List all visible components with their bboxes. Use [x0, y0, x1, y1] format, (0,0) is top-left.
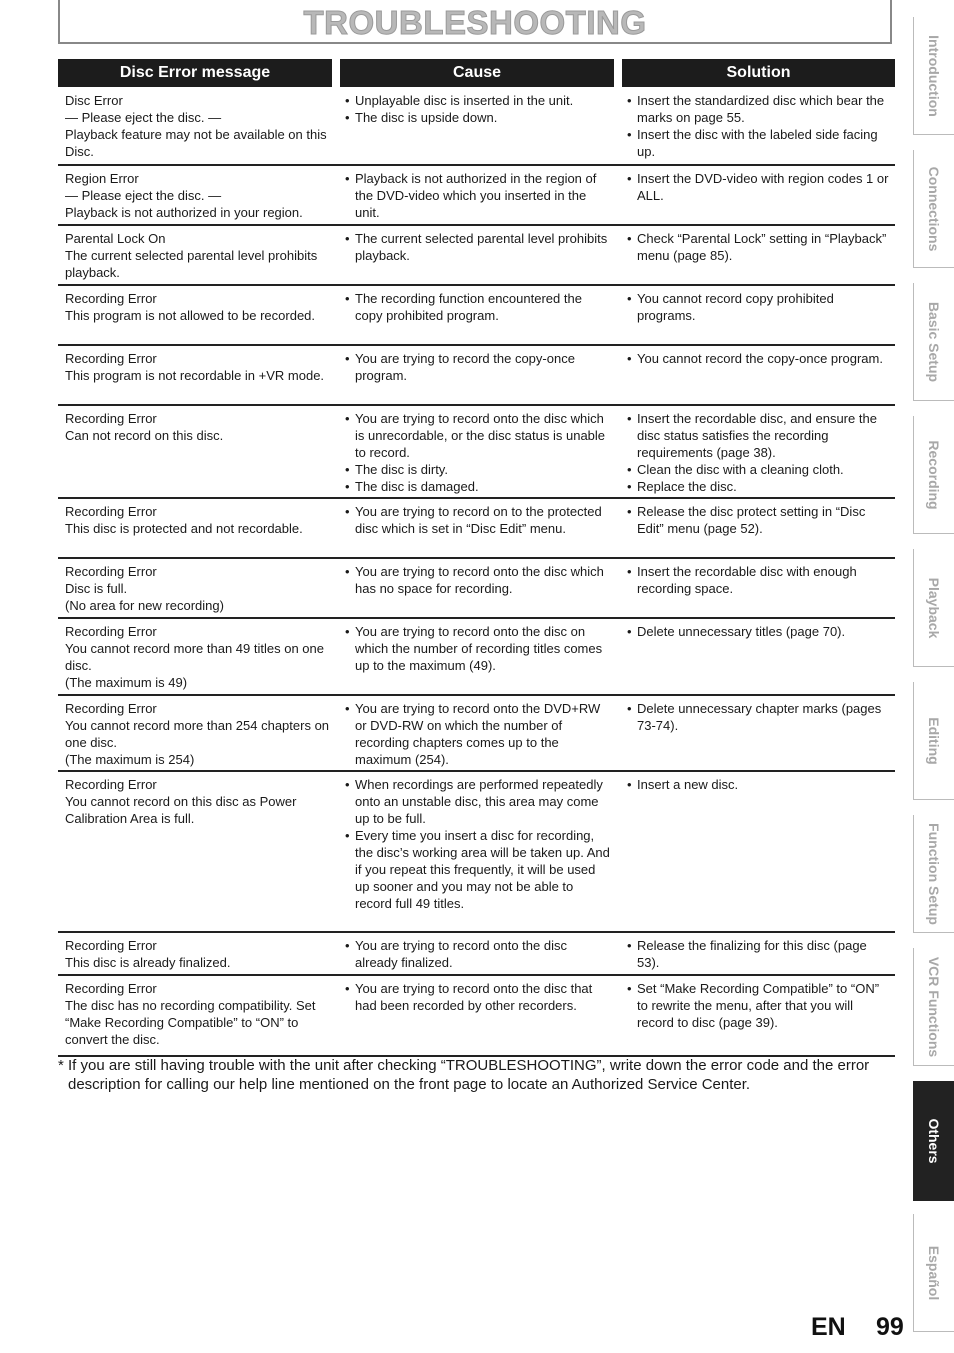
cause-list	[345, 937, 610, 971]
cause-list	[345, 410, 610, 495]
sidebar-tab-label: Recording	[926, 439, 942, 510]
error-message-cell: Recording Error The disc has no recording compatibility. Set “Make Recording Compatible” to “ON” to convert the disc.	[65, 981, 316, 1047]
solution-cell	[627, 170, 892, 204]
sidebar-tab-label: Function Setup	[926, 822, 942, 925]
table-row	[58, 88, 895, 166]
error-message-cell: Recording Error You cannot record more than 49 titles on one disc. (The maximum is 49)	[65, 624, 324, 690]
section-sidebar	[913, 0, 954, 1353]
solution-list	[627, 700, 892, 734]
sidebar-tab-label: Español	[926, 1245, 942, 1300]
solution-item: • You cannot record the copy-once program.	[627, 350, 892, 367]
cause-item: • You are trying to record on to the protected disc which is set in “Disc Edit” menu.	[345, 503, 610, 537]
table-row	[58, 559, 895, 619]
troubleshooting-table	[58, 88, 895, 1057]
table-row	[58, 619, 895, 696]
solution-cell	[627, 92, 892, 160]
cause-list	[345, 350, 610, 384]
cause-cell	[345, 410, 610, 495]
cause-item: • You are trying to record onto the DVD+RW or DVD-RW on which the number of recording chapters comes up to the maximum (254).	[345, 700, 610, 768]
solution-cell	[627, 700, 892, 734]
solution-cell	[627, 410, 892, 495]
solution-list	[627, 980, 892, 1031]
cause-cell	[345, 980, 610, 1014]
solution-cell	[627, 503, 892, 537]
sidebar-tab-label: Others	[926, 1117, 942, 1164]
cause-cell	[345, 503, 610, 537]
table-row	[58, 406, 895, 499]
cause-item: • When recordings are performed repeatedly onto an unstable disc, this area may come up to be full.	[345, 776, 610, 827]
cause-list	[345, 503, 610, 537]
solution-list	[627, 230, 892, 264]
sidebar-tab-vcr-functions[interactable]	[913, 948, 954, 1066]
solution-item: • Check “Parental Lock” setting in “Playback” menu (page 85).	[627, 230, 892, 264]
cause-cell	[345, 700, 610, 768]
solution-cell	[627, 350, 892, 367]
cause-list	[345, 92, 610, 126]
solution-list	[627, 410, 892, 495]
sidebar-tab-espa-ol[interactable]	[913, 1214, 954, 1332]
solution-item: • Delete unnecessary chapter marks (pages 73-74).	[627, 700, 892, 734]
table-row	[58, 696, 895, 772]
solution-cell	[627, 937, 892, 971]
solution-list	[627, 92, 892, 160]
language-code: EN	[811, 1313, 846, 1341]
solution-item: • Delete unnecessary titles (page 70).	[627, 623, 892, 640]
solution-item: • You cannot record copy prohibited programs.	[627, 290, 892, 324]
cause-list	[345, 980, 610, 1014]
error-message-cell: Recording Error This disc is protected and not recordable.	[65, 504, 303, 536]
cause-list	[345, 700, 610, 768]
cause-item: • Unplayable disc is inserted in the unit.	[345, 92, 610, 109]
cause-item: • You are trying to record onto the disc that had been recorded by other recorders.	[345, 980, 610, 1014]
error-message-cell: Recording Error This disc is already finalized.	[65, 938, 231, 970]
solution-item: • Insert the standardized disc which bear the marks on page 55.	[627, 92, 892, 126]
solution-cell	[627, 563, 892, 597]
table-row	[58, 226, 895, 286]
page-number: 99	[876, 1313, 904, 1341]
solution-cell	[627, 290, 892, 324]
cause-list	[345, 776, 610, 912]
solution-list	[627, 563, 892, 597]
header-solution: Solution	[622, 59, 895, 87]
cause-cell	[345, 776, 610, 912]
table-row	[58, 772, 895, 933]
cause-item: • Playback is not authorized in the region of the DVD-video which you inserted in the unit.	[345, 170, 610, 221]
sidebar-tab-others[interactable]	[913, 1081, 954, 1201]
footnote	[58, 1056, 898, 1094]
sidebar-tab-label: VCR Functions	[926, 956, 942, 1057]
sidebar-tab-editing[interactable]	[913, 682, 954, 800]
error-message-cell: Recording Error This program is not recordable in +VR mode.	[65, 351, 325, 383]
cause-item: • The disc is damaged.	[345, 478, 610, 495]
cause-cell	[345, 350, 610, 384]
cause-item: • You are trying to record onto the disc which is unrecordable, or the disc status is unable to record.	[345, 410, 610, 461]
solution-item: • Insert the disc with the labeled side facing up.	[627, 126, 892, 160]
solution-cell	[627, 230, 892, 264]
solution-item: • Clean the disc with a cleaning cloth.	[627, 461, 892, 478]
cause-item: • The current selected parental level prohibits playback.	[345, 230, 610, 264]
cause-cell	[345, 92, 610, 126]
cause-list	[345, 623, 610, 674]
cause-item: • The disc is dirty.	[345, 461, 610, 478]
error-message-cell: Recording Error This program is not allowed to be recorded.	[65, 291, 316, 323]
sidebar-tab-introduction[interactable]	[913, 17, 954, 135]
cause-item: • Every time you insert a disc for recording, the disc’s working area will be taken up. And if you repeat this frequently, it will be used up sooner and you may not be able to record full 49 titles.	[345, 827, 610, 912]
sidebar-tab-label: Editing	[926, 716, 942, 765]
solution-item: • Replace the disc.	[627, 478, 892, 495]
sidebar-tab-label: Connections	[926, 166, 942, 251]
sidebar-tab-label: Playback	[926, 577, 942, 638]
cause-item: • You are trying to record onto the disc on which the number of recording titles comes up to the maximum (49).	[345, 623, 610, 674]
solution-list	[627, 776, 892, 793]
solution-item: • Insert the recordable disc with enough recording space.	[627, 563, 892, 597]
footnote-text: If you are still having trouble with the unit after checking “TROUBLESHOOTING”, write down the error code and the error description for calling our help line mentioned on the front page to locate an Authorized Service Center.	[68, 1057, 870, 1093]
cause-cell	[345, 937, 610, 971]
cause-cell	[345, 563, 610, 597]
solution-list	[627, 503, 892, 537]
error-message-cell: Region Error — Please eject the disc. — Playback is not authorized in your region.	[65, 171, 303, 220]
solution-item: • Release the disc protect setting in “Disc Edit” menu (page 52).	[627, 503, 892, 537]
table-row	[58, 933, 895, 976]
table-row	[58, 286, 895, 346]
page-title: TROUBLESHOOTING	[303, 4, 647, 41]
sidebar-tab-connections[interactable]	[913, 150, 954, 268]
cause-cell	[345, 170, 610, 221]
error-message-cell: Recording Error You cannot record on this disc as Power Calibration Area is full.	[65, 777, 297, 826]
cause-list	[345, 170, 610, 221]
cause-item: • The disc is upside down.	[345, 109, 610, 126]
error-message-cell: Disc Error — Please eject the disc. — Playback feature may not be available on this Disc.	[65, 93, 327, 159]
solution-list	[627, 350, 892, 367]
solution-list	[627, 623, 892, 640]
sidebar-tab-function-setup[interactable]	[913, 815, 954, 933]
error-message-cell: Recording Error Disc is full. (No area for new recording)	[65, 564, 224, 613]
table-row	[58, 166, 895, 226]
solution-item: • Insert a new disc.	[627, 776, 892, 793]
solution-list	[627, 290, 892, 324]
footnote-marker: *	[58, 1057, 64, 1074]
solution-item: • Insert the recordable disc, and ensure the disc status satisfies the recording requirements (page 38).	[627, 410, 892, 461]
sidebar-tab-label: Introduction	[926, 34, 942, 117]
sidebar-tab-label: Basic Setup	[926, 301, 942, 382]
solution-cell	[627, 776, 892, 793]
solution-list	[627, 937, 892, 971]
error-message-cell: Parental Lock On The current selected parental level prohibits playback.	[65, 231, 318, 280]
solution-item: • Insert the DVD-video with region codes 1 or ALL.	[627, 170, 892, 204]
solution-list	[627, 170, 892, 204]
cause-cell	[345, 290, 610, 324]
cause-cell	[345, 623, 610, 674]
table-row	[58, 499, 895, 559]
solution-item: • Release the finalizing for this disc (page 53).	[627, 937, 892, 971]
table-row	[58, 976, 895, 1057]
solution-item: • Set “Make Recording Compatible” to “ON” to rewrite the menu, after that you will record to disc (page 39).	[627, 980, 892, 1031]
cause-item: • You are trying to record onto the disc already finalized.	[345, 937, 610, 971]
cause-item: • You are trying to record the copy-once program.	[345, 350, 610, 384]
header-disc-error-message: Disc Error message	[58, 59, 332, 87]
solution-cell	[627, 623, 892, 640]
cause-list	[345, 290, 610, 324]
solution-cell	[627, 980, 892, 1031]
error-message-cell: Recording Error You cannot record more than 254 chapters on one disc. (The maximum is 254)	[65, 701, 330, 767]
cause-item: • The recording function encountered the copy prohibited program.	[345, 290, 610, 324]
sidebar-tab-basic-setup[interactable]	[913, 283, 954, 401]
cause-item: • You are trying to record onto the disc which has no space for recording.	[345, 563, 610, 597]
header-cause: Cause	[340, 59, 614, 87]
sidebar-tab-recording[interactable]	[913, 416, 954, 534]
table-row	[58, 346, 895, 406]
sidebar-tab-playback[interactable]	[913, 549, 954, 667]
page-title-box	[58, 0, 892, 44]
cause-list	[345, 230, 610, 264]
cause-list	[345, 563, 610, 597]
cause-cell	[345, 230, 610, 264]
error-message-cell: Recording Error Can not record on this disc.	[65, 411, 224, 443]
